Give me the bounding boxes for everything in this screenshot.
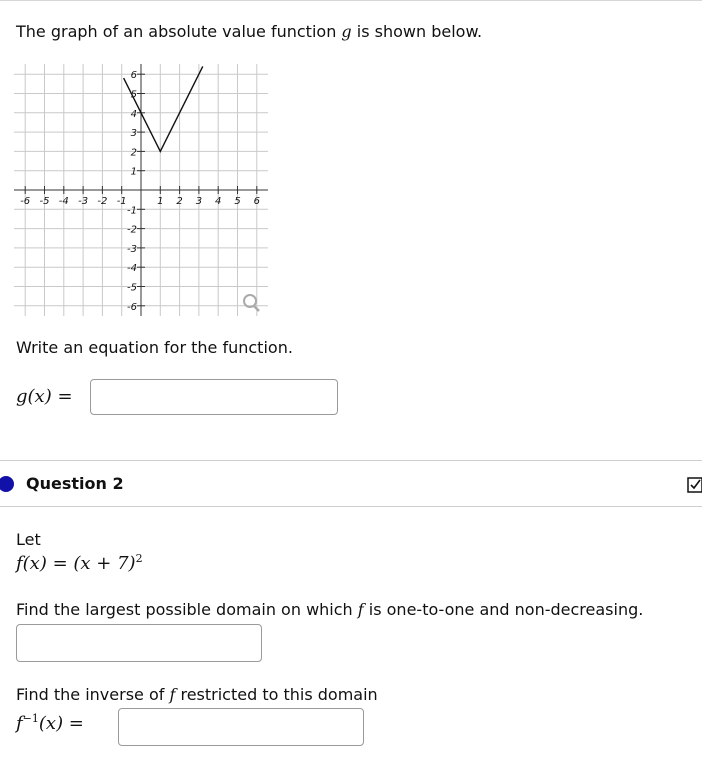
y-tick-label: -3 <box>127 243 137 255</box>
x-tick-label: 4 <box>215 196 222 207</box>
y-tick-label: 4 <box>130 108 137 120</box>
y-tick-label: -6 <box>127 301 137 313</box>
inverse-prompt-text-end: restricted to this domain <box>175 685 378 704</box>
inverse-prompt-variable: f <box>169 685 176 704</box>
x-tick-label: 5 <box>234 196 241 207</box>
inverse-prompt <box>16 685 378 704</box>
x-tick-label: -1 <box>116 196 127 207</box>
function-definition <box>16 552 143 574</box>
y-tick-label: 5 <box>130 89 137 101</box>
prompt-text: The graph of an absolute value function <box>16 22 342 41</box>
x-tick-label: -6 <box>20 196 31 207</box>
inverse-label-superscript: −1 <box>22 712 39 725</box>
domain-prompt <box>16 600 643 619</box>
question1-instruction: Write an equation for the function. <box>16 338 293 357</box>
prompt-text-end: is shown below. <box>351 22 483 41</box>
function-expression: f(x) = (x + 7) <box>16 553 136 574</box>
y-tick-label: 1 <box>130 166 137 178</box>
x-tick-label: -2 <box>97 196 108 207</box>
domain-prompt-text: Find the largest possible domain on which <box>16 600 358 619</box>
x-tick-label: -3 <box>78 196 89 207</box>
inverse-answer-input[interactable] <box>118 708 364 746</box>
question-status-dot <box>0 476 14 492</box>
domain-prompt-text-end: is one-to-one and non-decreasing. <box>363 600 644 619</box>
y-tick-label: -5 <box>127 282 137 294</box>
question1-prompt <box>16 22 482 41</box>
inverse-prompt-text: Find the inverse of <box>16 685 170 704</box>
prompt-variable: g <box>341 22 352 41</box>
inverse-label <box>16 712 84 734</box>
section-divider <box>0 460 702 461</box>
function-exponent: 2 <box>135 552 143 565</box>
x-tick-label: 3 <box>195 196 203 207</box>
x-tick-label: -4 <box>58 196 69 207</box>
y-tick-label: 6 <box>130 70 137 82</box>
x-tick-label: 1 <box>157 196 164 207</box>
x-tick-label: -5 <box>39 196 50 207</box>
y-tick-label: -2 <box>127 224 137 236</box>
let-label: Let <box>16 530 41 549</box>
x-tick-label: 6 <box>253 196 260 207</box>
absolute-value-graph[interactable] <box>14 64 268 316</box>
domain-answer-input[interactable] <box>16 624 262 662</box>
g-answer-input[interactable] <box>90 379 338 415</box>
inverse-label-f: f <box>16 713 23 734</box>
checkbox-icon[interactable] <box>687 476 702 494</box>
top-divider <box>0 0 702 1</box>
inverse-label-rest: (x) = <box>38 713 84 734</box>
y-tick-label: 3 <box>130 128 137 140</box>
domain-prompt-variable: f <box>357 600 364 619</box>
section-divider-2 <box>0 506 702 507</box>
y-tick-label: -1 <box>127 205 137 217</box>
x-tick-label: 2 <box>176 196 183 207</box>
y-tick-label: -4 <box>127 263 137 275</box>
question2-title: Question 2 <box>26 474 124 493</box>
y-tick-label: 2 <box>130 147 137 159</box>
answer-label-g: g(x) = <box>16 386 73 407</box>
